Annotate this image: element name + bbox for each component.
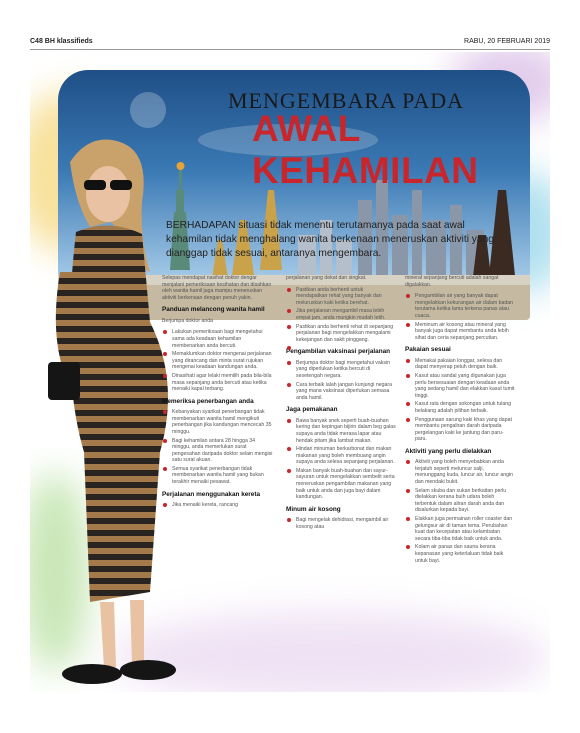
bullet-list: [405, 358, 515, 443]
bullet-item: Berjumpa doktor bagi mengetahui vaksin yang diperlukan ketika bercuti di sesetengah negara.: [286, 360, 396, 380]
bullet-item: Jika perjalanan mengambil masa lebih empat jam, anda mungkin mudah letih.: [286, 308, 396, 321]
bullet-item: Bagi kehamilan antara 28 hingga 34 minggu, anda memerlukan surat pengesahan daripada doktor selain mengisi satu surat akuan.: [162, 438, 274, 464]
bullet-item: Jika menaiki kereta, rancang: [162, 502, 274, 509]
bullet-item: Kasut rata dengan sokongan untuk tulang belakang adalah pilihan terbaik.: [405, 401, 515, 414]
bullet-item: Makan banyak buah-buahan dan sayur-sayuran untuk mengelakkan sembelit serta meneruskan pengambilan makanan yang baik untuk anda dan juga bayi dalam kandungan.: [286, 468, 396, 501]
bullet-item: Memakai pakaian longgar, selesa dan dapat menyerap peluh dengan baik.: [405, 358, 515, 371]
bullet-list: [162, 329, 274, 392]
bullet-item: Bawa banyak snek seperti buah-buahan kering dan kepingan bijirin dalam beg galas supaya anda tidak merasa lapar atau hendak pitam jika lambat makan.: [286, 418, 396, 444]
bullet-list: [162, 502, 274, 509]
column-paragraph: mineral sepanjang bercuti adalah sangat digalakkan.: [405, 275, 499, 288]
bullet-item: Penggunaan sarung kaki khas yang dapat membantu pengaliran darah daripada pergelangan kaki ke jantung dan paru-paru.: [405, 417, 515, 443]
bullet-item: Dinasihati agar lelaki memilih pada bila-bila masa sepanjang anda bercuti atau ketika menaiki kapal terbang.: [162, 373, 274, 393]
header-section-label: C48 BH klassifieds: [30, 38, 93, 45]
bullet-list: [286, 287, 396, 344]
section-heading: Jaga pemakanan: [286, 406, 338, 414]
bullet-item: Cara terbaik ialah jangan kunjungi negara yang mana vaksinasi diperlukan semasa anda hamil.: [286, 382, 396, 402]
section-heading: Memeriksa penerbangan anda: [162, 397, 254, 405]
bullet-item: Hindari minuman berkarbonat dan makan makanan yang boleh membuang angin supaya anda selesa sepanjang perjalanan.: [286, 446, 396, 466]
bullet-list: [286, 418, 396, 501]
section-heading: Perjalanan menggunakan kereta: [162, 490, 261, 498]
bullet-item: Lakukan pemeriksaan bagi mengetahui sama ada keadaan kehamilan membenarkan anda bercuti.: [162, 329, 274, 349]
bullet-list: [405, 459, 515, 564]
column-paragraph: perjalanan yang dekat dan singkat.: [286, 275, 367, 281]
bullet-list: [286, 517, 396, 530]
bullet-list: [405, 293, 515, 341]
header-rule: [30, 49, 550, 50]
article-column-3: [405, 275, 515, 569]
bullet-item: Memaklumkan doktor mengenai perjalanan yang dirancang dan minta surat rujukan mengenai keadaan kandungan anda.: [162, 351, 274, 371]
bullet-item: Kasut atau sandal yang digunakan juga perlu bersesuaian dengan keadaan anda yang sedang hamil dan elakkan kasut tumit tinggi.: [405, 373, 515, 399]
header-date: RABU, 20 FEBRUARI 2019: [464, 38, 550, 45]
page-header: [30, 38, 550, 50]
section-heading: Pengambilan vaksinasi perjalanan: [286, 348, 391, 356]
bullet-item: Selam skuba dan sukan berkaitan perlu dielakkan kerana buih udara boleh terbentuk dalam aliran darah anda dan disalurkan kepada bayi.: [405, 488, 515, 514]
section-heading: Pakaian sesuai: [405, 346, 451, 354]
bullet-item: Meminum air kosong atau mineral yang banyak juga dapat membantu anda lebih sihat dan ceria sepanjang percutian.: [405, 322, 515, 342]
bullet-item: Bagi mengelak dehidrasi, mengambil air kosong atau: [286, 517, 396, 530]
article-title-line1: MENGEMBARA PADA: [228, 88, 465, 113]
section-heading: Minum air kosong: [286, 505, 341, 513]
section-subtitle: Berjumpa doktor anda: [162, 317, 214, 324]
bullet-item: Elakkan juga permainan roller coaster dan gelungsur air di taman tema. Perubahan kuat dan kecepatan atau kelambatan secara tiba-tiba tidak baik untuk anda.: [405, 516, 515, 542]
bullet-item: Aktiviti yang boleh menyebabkan anda terjatuh seperti meluncur salji, menunggang kuda, luncur air, luncur angin dan mendaki bukit.: [405, 459, 515, 485]
bullet-item: Kebanyakan syarikat penerbangan tidak membenarkan wanita hamil mengikuti penerbangan jika kandungan mencecah 35 minggu.: [162, 409, 274, 435]
article-intro: BERHADAPAN situasi tidak menentu terutamanya pada saat awal kehamilan tidak menghalang wanita berkenaan meneruskan aktiviti yang dianggap tidak sesuai, antaranya mengembara.: [166, 220, 494, 259]
article-title-line2: AWAL KEHAMILAN: [252, 108, 479, 191]
section-heading: Aktiviti yang perlu dielakkan: [405, 447, 492, 455]
bullet-item: Pastikan anda berhenti rehat di sepanjang perjalanan bagi mengelakkan mengalami kekejangan dan sakit pinggang.: [286, 324, 396, 344]
bullet-item: Semua syarikat penerbangan tidak membenarkan wanita hamil yang bukan terakhir menaiki pesawat.: [162, 466, 274, 486]
bullet-list: [162, 409, 274, 486]
column-paragraph: Selepas mendapat nasihat doktor dengar menjalani pemeriksaan kesihatan dan disahkan oleh wanita hamil juga mampu meneruskan aktiviti berkenaan dengan penuh yakin.: [162, 275, 272, 301]
bullet-item: Pastikan anda berhenti untuk mendapatkan rehat yang banyak dan meluruskan kaki ketika berehat.: [286, 287, 396, 307]
article-column-1: [162, 275, 274, 514]
section-heading: Panduan melancong wanita hamil: [162, 306, 265, 314]
bullet-item: Kolam air panas dan sauna kerana kepanasan yang keterlaluan tidak baik untuk bayi.: [405, 544, 515, 564]
bullet-item: Pengambilan air yang banyak dapat mengelakkan kekurangan air dalam badan terutama ketika lama terkena panas atau cuaca.: [405, 293, 515, 319]
bullet-list: [286, 360, 396, 402]
article-column-2: [286, 275, 396, 535]
